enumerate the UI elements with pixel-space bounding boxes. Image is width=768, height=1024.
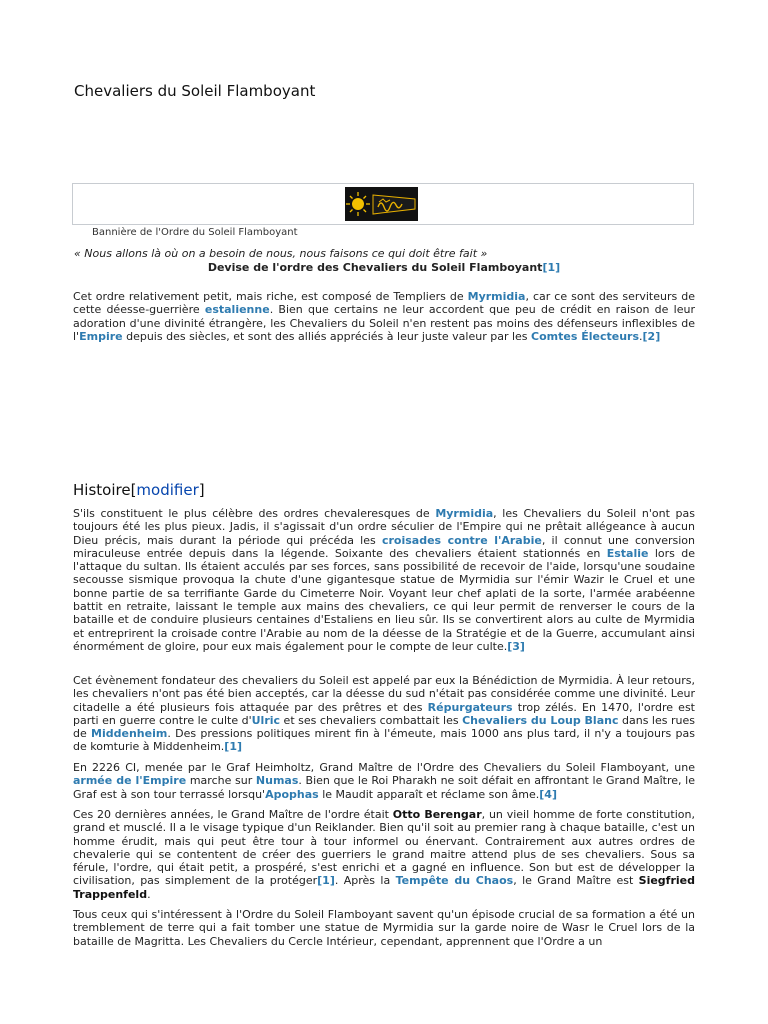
- banner-caption: Bannière de l'Ordre du Soleil Flamboyant: [92, 227, 298, 238]
- histoire-paragraph-3: En 2226 CI, menée par le Graf Heimholtz, Grand Maître de l'Ordre des Chevaliers du Soleil Flamboyant, une armée de l'Empire marche sur Numas. Bien que le Roi Pharakh ne soit défait en affrontant le Grand Maître, le Graf est à son tour terrassé lorsqu'Apophas le Maudit apparaît et réclame son âme.[4]: [73, 761, 696, 801]
- name-siegfried-trappenfeld: Siegfried Trappenfeld: [73, 874, 695, 901]
- link-myrmidia[interactable]: Myrmidia: [435, 507, 494, 520]
- name-otto-berengar: Otto Berengar: [392, 808, 482, 821]
- histoire-paragraph-4: Ces 20 dernières années, le Grand Maître de l'ordre était Otto Berengar, un vieil homme de forte constitution, grand et musclé. Il a le visage typique d'un Reiklander. Bien qu'il soit au premier rang à chaque bataille, c'est un homme érudit, mais qui peut être tour à tour informel ou énervant. Contrairement aux autres ordres de chevalerie qui se contentent de créer des guerriers le grand maitre attend plus de ses chevaliers. Sous sa férule, l'ordre, qui était petit, a prospéré, s'est enrichi et a gagné en influence. Son but est de développer la civilisation, pas simplement de la protéger[1]. Après la Tempête du Chaos, le Grand Maître est Siegfried Trappenfeld.: [73, 808, 695, 901]
- intro-paragraph: Cet ordre relativement petit, mais riche, est composé de Templiers de Myrmidia, car ce sont des serviteurs de cette déesse-guerrière estalienne. Bien que certains ne leur accordent que peu de crédit en raison de leur adoration d'une divinité étrangère, les Chevaliers du Soleil n'en restent pas moins des défenseurs inflexibles de l'Empire depuis des siècles, et sont des alliés appréciés à leur juste valeur par les Comtes Électeurs.[2]: [73, 290, 695, 343]
- banner-image[interactable]: [345, 187, 418, 221]
- link-croisades-arabie[interactable]: croisades contre l'Arabie: [381, 533, 542, 547]
- ref-link[interactable]: [4]: [539, 787, 557, 801]
- histoire-paragraph-1: S'ils constituent le plus célèbre des ordres chevaleresques de Myrmidia, les Chevaliers du Soleil n'ont pas toujours été les plus pieux. Jadis, il s'agissait d'un ordre séculier de l'Empire qui ne prêtait allégeance à aucun Dieu précis, mais durant la période qui précéda les croisades contre l'Arabie, il connut une conversion miraculeuse entrée depuis dans la légende. Soixante des chevaliers étaient stationnés en Estalie lors de l'attaque du sultan. Ils étaient acculés par ses forces, sans possibilité de recevoir de l'aide, lorsqu'une soudaine secousse sismique provoqua la chute d'une gigantesque statue de Myrmidia sur l'émir Wazir le Cruel et une bonne partie de sa terrifiante Garde du Cimeterre Noir. Voyant leur chef aplati de la sorte, l'armée arabéenne battit en retraite, laissant le temple aux mains des chevaliers, ce qui leur permit de renverser le cours de la bataille et de conduire plusieurs centaines d'Estaliens en lieu sûr. Ils se convertirent alors au culte de Myrmidia et entreprirent la croisade contre l'Arabie au nom de la déesse de la Stratégie et de la Guerre, accumulant ainsi énormément de gloire, pour eux mais également pour le compte de leur culte.[3]: [73, 507, 696, 653]
- ref-link[interactable]: [1]: [542, 261, 561, 274]
- ref-link[interactable]: [1]: [317, 874, 335, 888]
- link-estalie[interactable]: Estalie: [606, 546, 649, 560]
- ref-link[interactable]: [1]: [224, 740, 243, 754]
- link-tempete-chaos[interactable]: Tempête du Chaos: [395, 874, 514, 888]
- link-estalienne[interactable]: estalienne: [204, 303, 270, 317]
- banner-figure: [72, 183, 694, 225]
- link-chevaliers-loup-blanc[interactable]: Chevaliers du Loup Blanc: [462, 713, 619, 727]
- link-myrmidia[interactable]: Myrmidia: [467, 290, 526, 303]
- motto-quote: « Nous allons là où on a besoin de nous, nous faisons ce qui doit être fait »: [74, 247, 488, 260]
- section-heading-histoire: Histoire[modifier]: [73, 481, 205, 499]
- link-apophas[interactable]: Apophas: [265, 787, 319, 801]
- link-ulric[interactable]: Ulric: [251, 713, 281, 727]
- histoire-paragraph-5: Tous ceux qui s'intéressent à l'Ordre du Soleil Flamboyant savent qu'un épisode crucial de sa formation a été un tremblement de terre qui a fait tomber une statue de Myrmidia sur la garde noire de Wasr le Cruel lors de la bataille de Magritta. Les Chevaliers du Cercle Intérieur, cependant, apprennent que l'Ordre a un: [73, 908, 695, 948]
- link-repurgateurs[interactable]: Répurgateurs: [427, 700, 513, 714]
- motto-text: Devise de l'ordre des Chevaliers du Soleil Flamboyant: [207, 261, 543, 274]
- motto-attribution: [0, 261, 768, 274]
- link-numas[interactable]: Numas: [255, 774, 299, 788]
- link-armee-empire[interactable]: armée de l'Empire: [73, 774, 187, 788]
- link-comtes-electeurs[interactable]: Comtes Électeurs: [531, 329, 640, 343]
- edit-section-link[interactable]: modifier: [136, 481, 199, 499]
- link-empire[interactable]: Empire: [79, 329, 123, 343]
- link-middenheim[interactable]: Middenheim: [91, 727, 168, 741]
- ref-link[interactable]: [3]: [507, 639, 525, 653]
- page-title: Chevaliers du Soleil Flamboyant: [74, 82, 316, 100]
- ref-link[interactable]: [2]: [642, 329, 661, 343]
- histoire-paragraph-2: Cet évènement fondateur des chevaliers du Soleil est appelé par eux la Bénédiction de Myrmidia. À leur retours, les chevaliers n'ont pas été bien acceptés, car la déesse du sud n'était pas considérée comme une divinité. Leur citadelle a été plusieurs fois attaquée par des prêtres et des Répurgateurs trop zélés. En 1470, l'ordre est parti en guerre contre le culte d'Ulric et ses chevaliers combattait les Chevaliers du Loup Blanc dans les rues de Middenheim. Des pressions politiques mirent fin à l'émeute, mais 1000 ans plus tard, il n'y a toujours pas de komturie à Middenheim.[1]: [73, 674, 695, 754]
